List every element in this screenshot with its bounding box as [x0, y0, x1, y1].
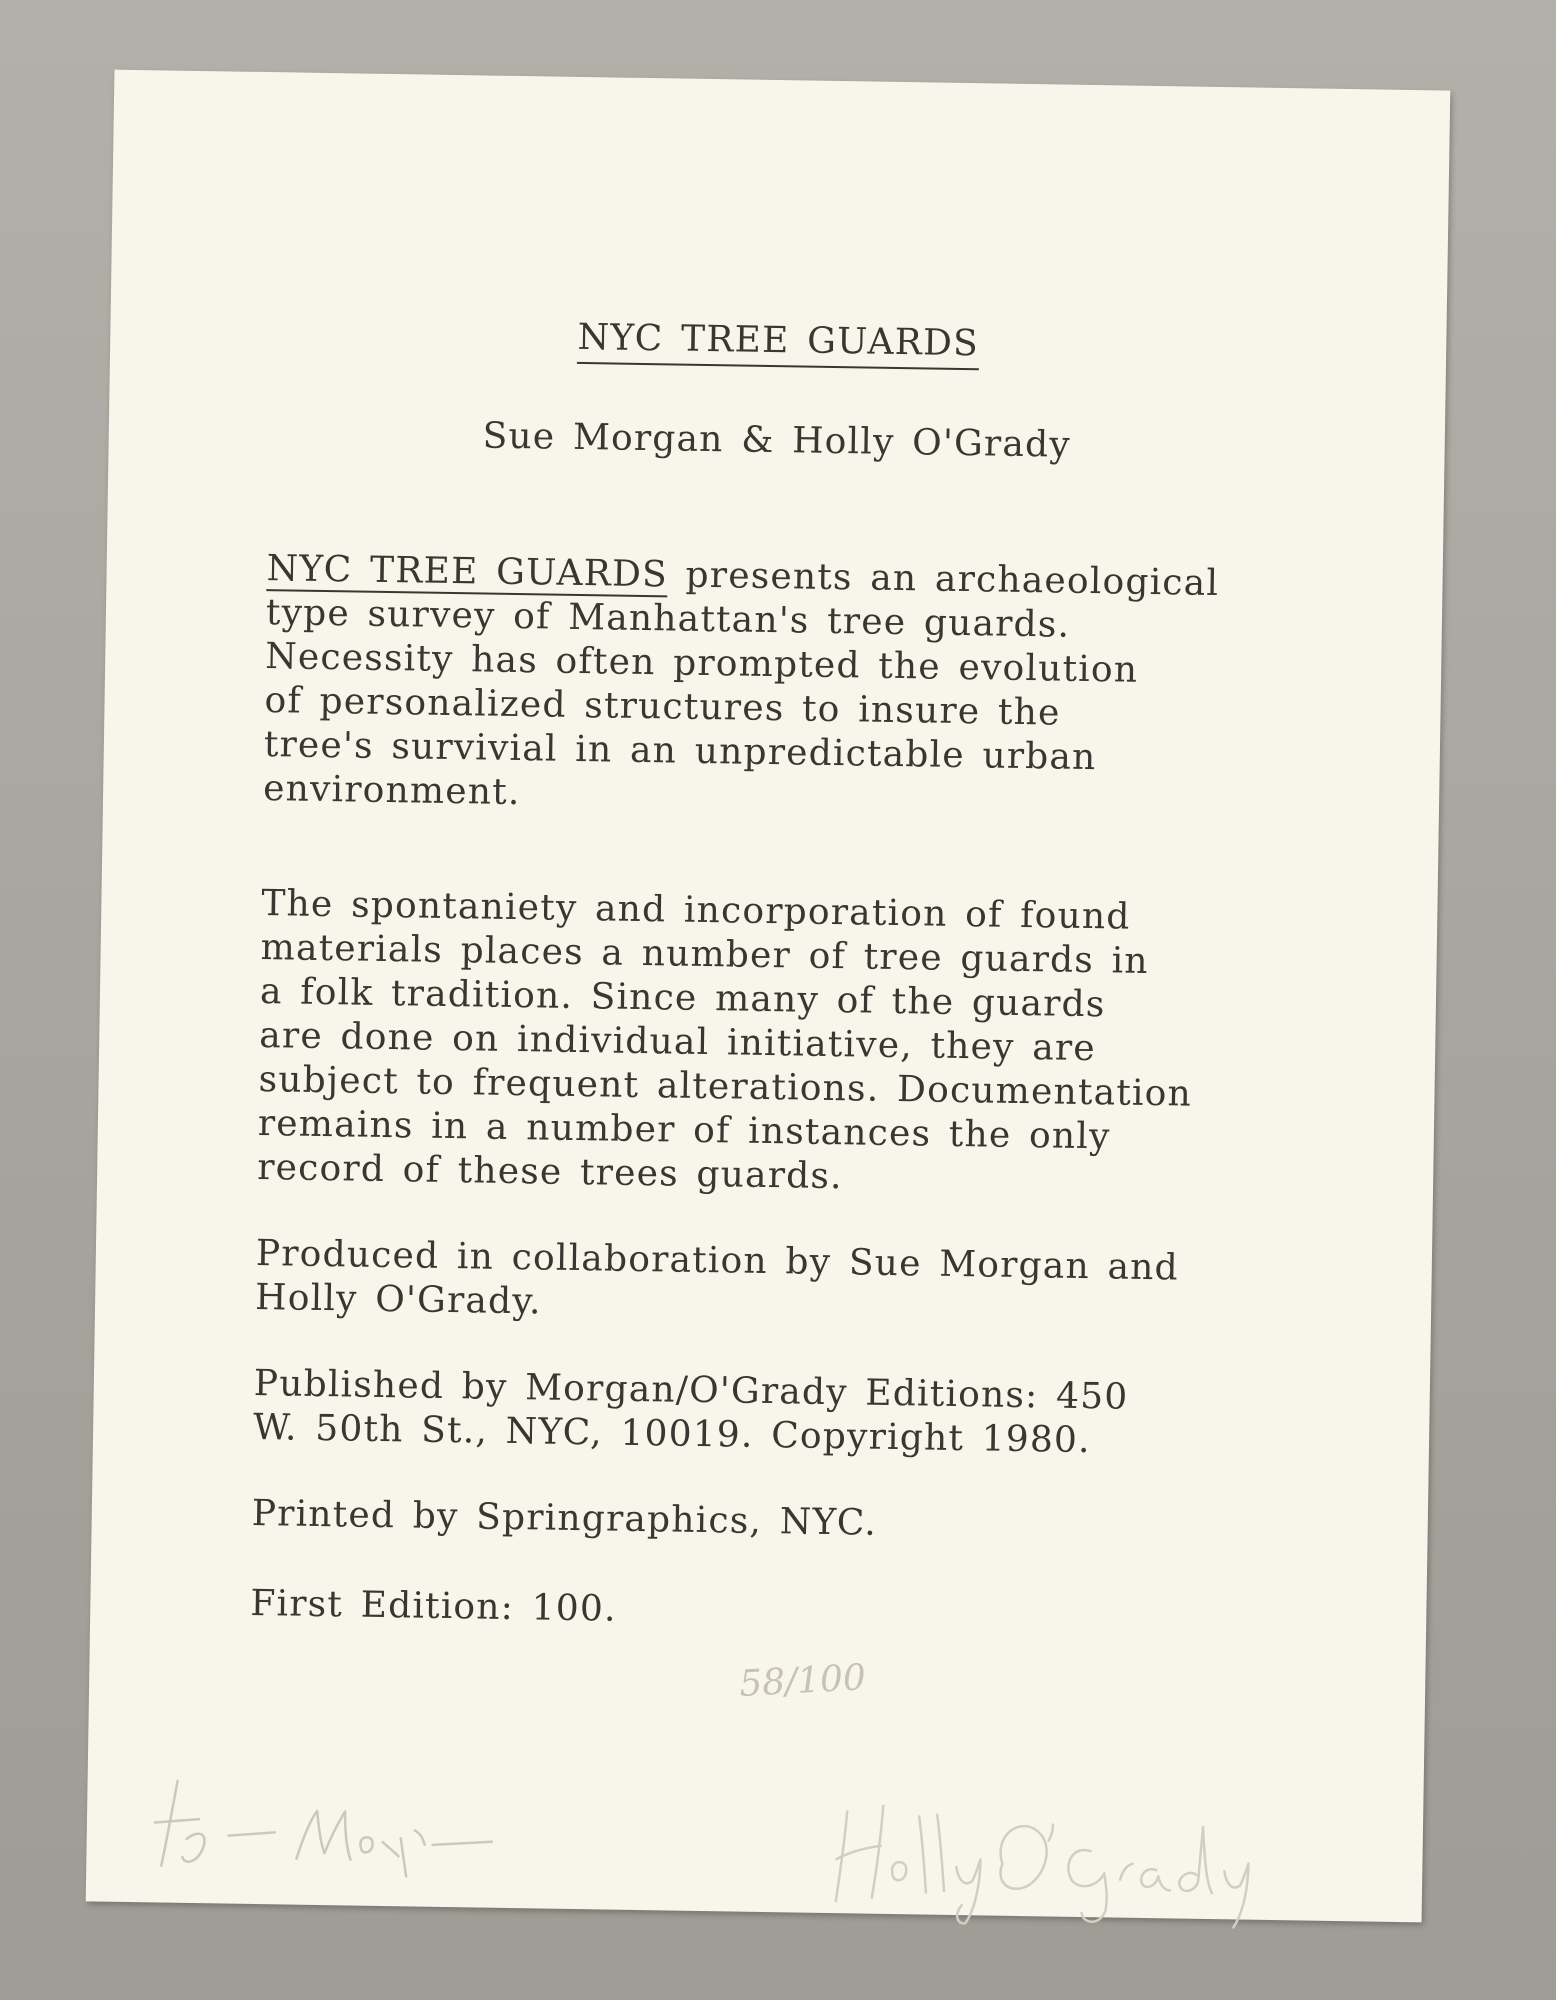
document-sheet	[86, 70, 1451, 1923]
produced-by-paragraph	[255, 1232, 1356, 1337]
intro-line-5: tree's survivial in an unpredictable urban	[263, 724, 1097, 779]
signature-holly-ogrady	[825, 1781, 1307, 1939]
paragraph2-line-6: remains in a number of instances the only	[257, 1103, 1111, 1158]
printed-by-line: Printed by Springraphics, NYC.	[251, 1492, 878, 1544]
paragraph2-line-7: record of these trees guards.	[256, 1147, 844, 1198]
intro-paragraph	[263, 547, 1367, 828]
paragraph4-line-2: W. 50th St., NYC, 10019. Copyright 1980.	[252, 1406, 1092, 1462]
published-by-paragraph	[253, 1362, 1354, 1467]
paragraph2-line-2: materials places a number of tree guards in	[260, 927, 1150, 982]
paragraph4-line-1: Published by Morgan/O'Grady Editions: 450	[253, 1362, 1129, 1418]
intro-line-4: of personalized structures to insure the	[264, 680, 1061, 734]
folk-tradition-paragraph	[257, 882, 1362, 1207]
paragraph3-line-2: Holly O'Grady.	[254, 1276, 543, 1323]
paragraph2-line-5: subject to frequent alterations. Documentation	[258, 1059, 1193, 1115]
intro-line-2: type survey of Manhattan's tree guards.	[265, 592, 1071, 646]
edition-line: First Edition: 100.	[250, 1582, 617, 1630]
document-authors: Sue Morgan & Holly O'Grady	[482, 415, 1072, 466]
intro-line-1: NYC TREE GUARDS presents an archaeological	[266, 548, 1220, 605]
edition-number-handwritten: 58/100	[738, 1657, 867, 1706]
paragraph3-line-1: Produced in collaboration by Sue Morgan and	[255, 1232, 1180, 1289]
paragraph2-line-1: The spontaniety and incorporation of found	[261, 883, 1131, 938]
paragraph2-line-3: a folk tradition. Since many of the guards	[259, 971, 1106, 1026]
signature-sue-morgan	[146, 1760, 508, 1886]
intro-line-3: Necessity has often prompted the evolution	[264, 636, 1139, 691]
intro-line-6: environment.	[262, 768, 521, 814]
document-title: NYC TREE GUARDS	[110, 310, 1447, 378]
paragraph2-line-4: are done on individual initiative, they are	[258, 1015, 1097, 1070]
intro-underlined-title: NYC TREE GUARDS	[266, 548, 669, 596]
